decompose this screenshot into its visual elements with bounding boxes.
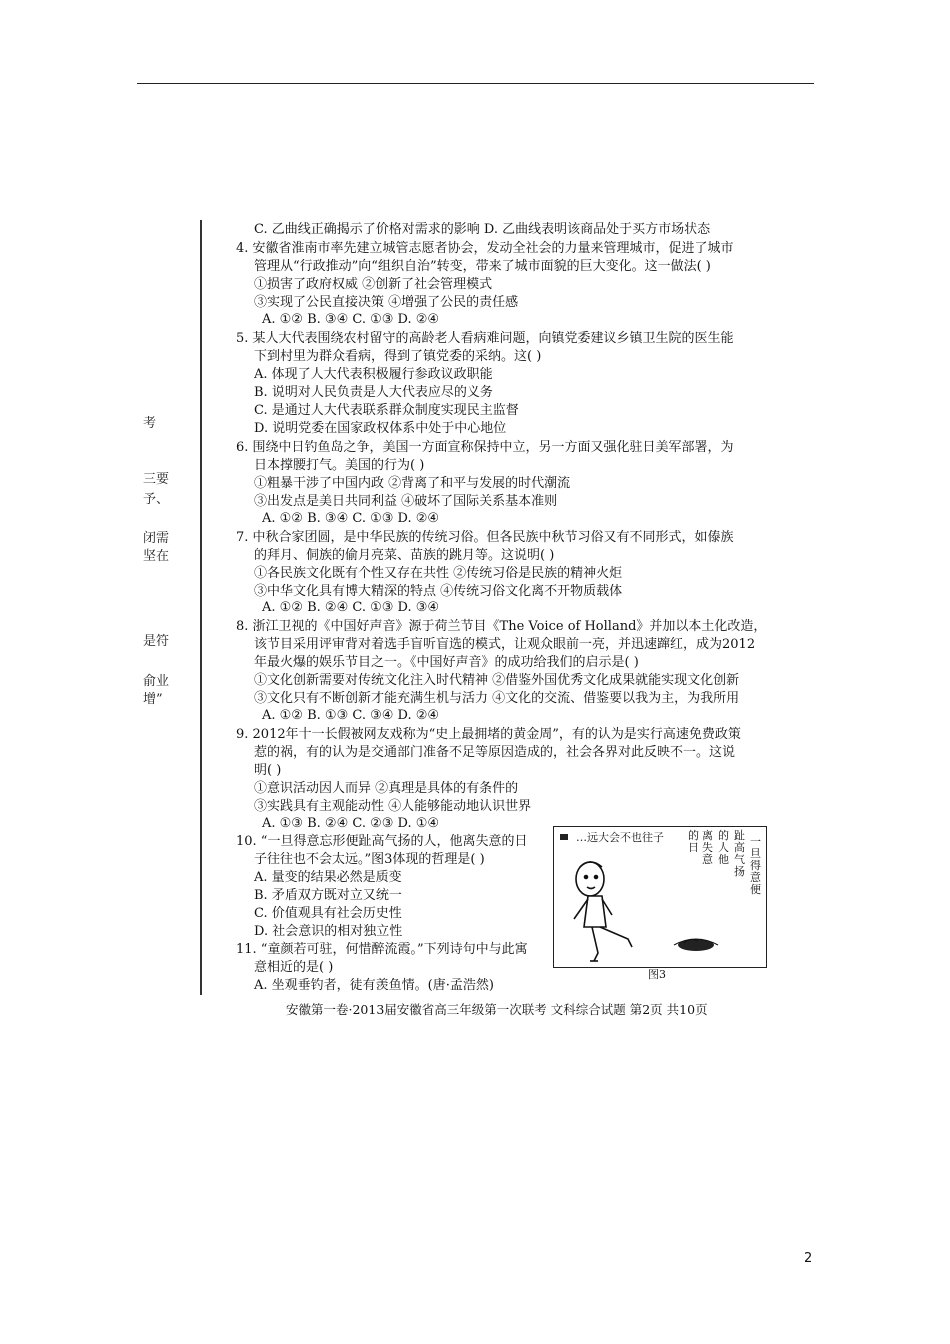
- margin-fragment: 俞业: [143, 674, 170, 689]
- text-line: 的拜月、侗族的偷月亮菜、苗族的跳月等。这说明( ): [254, 548, 555, 563]
- cartoon-text-col: 的人他: [718, 829, 729, 866]
- margin-fragment: 予、: [143, 492, 170, 507]
- text-line: 日本撑腰打气。美国的行为( ): [254, 458, 425, 473]
- text-line: 11. “童颜若可驻，何惜醉流霞。”下列诗句中与此寓: [236, 942, 528, 957]
- text-line: B. 说明对人民负责是人大代表应尽的义务: [254, 385, 493, 400]
- text-line: D. 说明党委在国家政权体系中处于中心地位: [254, 421, 507, 436]
- text-line: 子往往也不会太远。”图3体现的哲理是( ): [254, 852, 485, 867]
- text-line: A. 量变的结果必然是质变: [254, 870, 402, 885]
- text-line: ①意识活动因人而异 ②真理是具体的有条件的: [254, 781, 519, 796]
- walking-man-drawing: [574, 862, 632, 961]
- text-line: A. ①② B. ③④ C. ①③ D. ②④: [262, 312, 440, 327]
- cartoon-text-col: 趾高气扬: [734, 829, 745, 878]
- text-line: ③实践具有主观能动性 ④人能够能动地认识世界: [254, 799, 532, 814]
- margin-fragment: 增”: [143, 692, 163, 707]
- text-line: B. 矛盾双方既对立又统一: [254, 888, 402, 903]
- text-line: 7. 中秋合家团圆，是中华民族的传统习俗。但各民族中秋节习俗又有不同形式，如傣族: [236, 530, 734, 545]
- text-line: 9. 2012年十一长假被网友戏称为“史上最拥堵的黄金周”，有的认为是实行高速免费政策: [236, 727, 741, 742]
- text-line: ③实现了公民直接决策 ④增强了公民的责任感: [254, 295, 519, 310]
- top-rule: [137, 83, 814, 84]
- text-line: 该节目采用评审背对着选手盲听盲选的模式，让观众眼前一亮，并迅速蹿红，成为2012: [254, 637, 756, 652]
- text-line: ①各民族文化既有个性又存在共性 ②传统习俗是民族的精神火炬: [254, 566, 623, 581]
- cartoon-text-row: …远大会不也往子: [576, 831, 664, 844]
- text-line: A. ①② B. ②④ C. ①③ D. ③④: [262, 600, 440, 615]
- cartoon-text-col: 的日: [688, 829, 699, 854]
- text-line: 6. 围绕中日钓鱼岛之争，美国一方面宣称保持中立，另一方面又强化驻日美军部署，为: [236, 440, 734, 455]
- text-line: A. ①② B. ①③ C. ③④ D. ②④: [262, 708, 440, 723]
- text-line: 下到村里为群众看病，得到了镇党委的采纳。这( ): [254, 349, 542, 364]
- text-line: ①损害了政府权威 ②创新了社会管理模式: [254, 277, 493, 292]
- margin-fragment: 坚在: [143, 549, 170, 564]
- text-line: 意相近的是( ): [254, 960, 334, 975]
- text-line: C. 价值观具有社会历史性: [254, 906, 402, 921]
- text-line: C. 乙曲线正确揭示了价格对需求的影响 D. 乙曲线表明该商品处于买方市场状态: [254, 222, 711, 237]
- margin-fragment: 考: [143, 416, 157, 431]
- cartoon-figure: [553, 826, 767, 968]
- text-line: ③中华文化具有博大精深的特点 ④传统习俗文化离不开物质载体: [254, 584, 623, 599]
- text-line: 4. 安徽省淮南市率先建立城管志愿者协会，发动全社会的力量来管理城市，促进了城市: [236, 241, 734, 256]
- text-line: A. ①② B. ③④ C. ①③ D. ②④: [262, 511, 440, 526]
- cartoon-text-col: 离失意: [702, 829, 713, 866]
- text-line: ③文化只有不断创新才能充满生机与活力 ④文化的交流、借鉴要以我为主，为我所用: [254, 691, 740, 706]
- text-line: 8. 浙江卫视的《中国好声音》源于荷兰节目《The Voice of Holland》并加以本土化改造，: [236, 619, 767, 634]
- text-line: A. 体现了人大代表积极履行参政议政职能: [254, 367, 493, 382]
- cartoon-text-col: 一旦得意便: [750, 835, 761, 896]
- margin-fragment: 闭需: [143, 531, 170, 546]
- left-border-line: [200, 220, 202, 995]
- text-line: D. 社会意识的相对独立性: [254, 924, 403, 939]
- text-line: ①粗暴干涉了中国内政 ②背离了和平与发展的时代潮流: [254, 476, 571, 491]
- text-line: ③出发点是美日共同利益 ④破坏了国际关系基本准则: [254, 494, 558, 509]
- text-line: 惹的祸，有的认为是交通部门准备不足等原因造成的，社会各界对此反映不一。这说: [254, 745, 736, 760]
- cartoon-illustration: [554, 827, 766, 967]
- text-line: A. 坐观垂钓者，徒有羡鱼情。(唐·孟浩然): [254, 978, 494, 993]
- text-line: 5. 某人大代表围绕农村留守的高龄老人看病难问题，向镇党委建议乡镇卫生院的医生能: [236, 331, 734, 346]
- figure-caption: 图3: [648, 968, 666, 981]
- margin-fragment: 三要: [143, 472, 170, 487]
- margin-fragment: 是符: [143, 634, 170, 649]
- text-line: 明( ): [254, 763, 282, 778]
- page-footer: 安徽第一卷·2013届安徽省高三年级第一次联考 文科综合试题 第2页 共10页: [286, 1002, 708, 1017]
- ground-hole-drawing: [674, 939, 718, 951]
- text-line: 年最火爆的娱乐节目之一。《中国好声音》的成功给我们的启示是( ): [254, 655, 639, 670]
- text-line: 10. “一旦得意忘形便趾高气扬的人，他离失意的日: [236, 834, 528, 849]
- text-line: ①文化创新需要对传统文化注入时代精神 ②借鉴外国优秀文化成果就能实现文化创新: [254, 673, 740, 688]
- text-line: A. ①③ B. ②④ C. ②③ D. ①④: [262, 816, 440, 831]
- text-line: C. 是通过人大代表联系群众制度实现民主监督: [254, 403, 519, 418]
- text-line: 管理从“行政推动”向“组织自治”转变，带来了城市面貌的巨大变化。这一做法( ): [254, 259, 711, 274]
- page-number: 2: [804, 1251, 813, 1266]
